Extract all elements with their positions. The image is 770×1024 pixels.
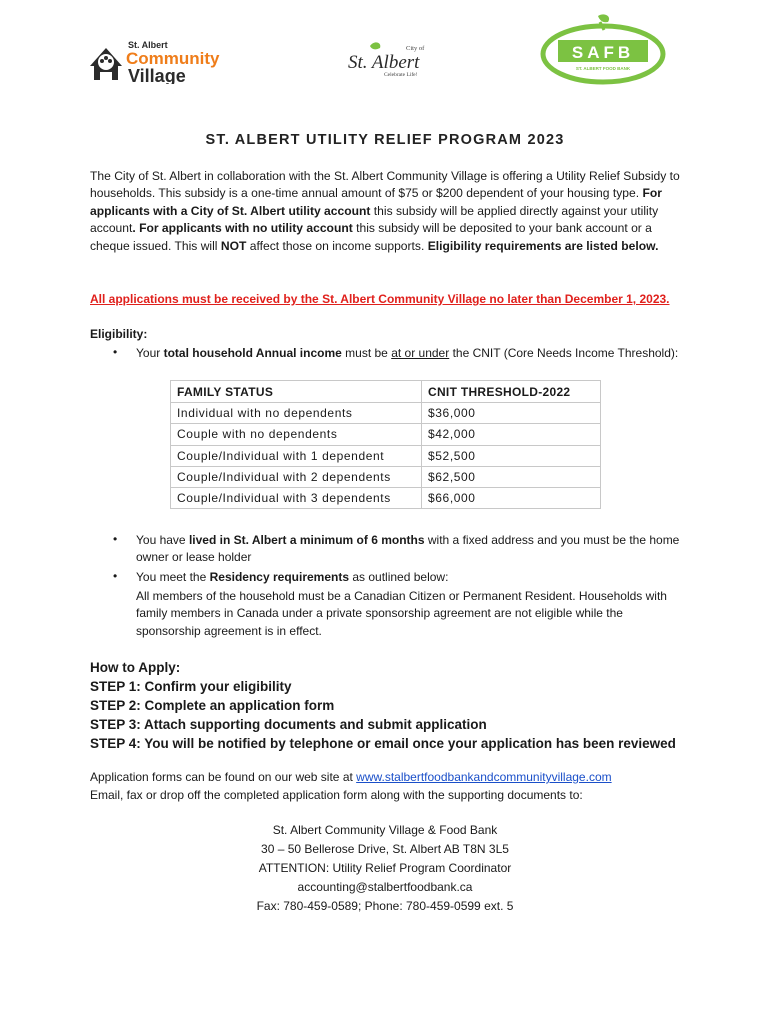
- leaf-icon: [370, 42, 380, 49]
- logo-city-small: City of: [406, 45, 425, 52]
- deadline-notice: All applications must be received by the St. Albert Community Village no later than December 1, 2023.: [90, 292, 670, 306]
- address-email: accounting@stalbertfoodbank.ca: [297, 880, 473, 894]
- bullet: •: [113, 345, 118, 359]
- city-of-st-albert-logo: [344, 40, 440, 80]
- submission-instructions: Email, fax or drop off the completed application form along with the supporting documents to:: [90, 788, 583, 802]
- table-header: CNIT THRESHOLD-2022: [422, 381, 601, 403]
- apple-leaf-icon: [598, 14, 609, 22]
- intro-text-4: affect those on income supports.: [246, 238, 428, 253]
- eligibility-heading: Eligibility:: [90, 327, 148, 341]
- residence-requirement: You have lived in St. Albert a minimum of 6 months with a fixed address and you must be the home owner or lease holder: [136, 533, 680, 565]
- logo-safb-sub: ST. ALBERT FOOD BANK: [575, 66, 631, 71]
- house-icon: [90, 48, 122, 80]
- how-to-apply: [90, 658, 676, 753]
- intro-bold-3: NOT: [220, 238, 247, 253]
- logo-csv-line2: Community: [126, 49, 220, 68]
- logo-csv-line3: Village: [128, 66, 186, 84]
- intro-paragraph: [90, 168, 690, 255]
- table-row: Individual with no dependents $36,000: [171, 403, 601, 424]
- community-village-logo: [88, 36, 230, 84]
- address-line: 30 – 50 Bellerose Drive, St. Albert AB T8N 3L5: [261, 842, 509, 856]
- logo-safb-name: SAFB: [571, 43, 635, 62]
- income-requirement: Your total household Annual income must be at or under the CNIT (Core Needs Income Threshold):: [136, 346, 679, 360]
- step-4: STEP 4: You will be notified by telephone or email once your application has been reviewed: [90, 736, 676, 751]
- address-contact: Fax: 780-459-0589; Phone: 780-459-0599 ext. 5: [256, 899, 514, 913]
- intro-bold-2: . For applicants with no utility account: [132, 221, 353, 236]
- table-header-row: [171, 381, 601, 403]
- step-2: STEP 2: Complete an application form: [90, 698, 335, 713]
- intro-bold-1: For applicants with a City of St. Albert utility account: [90, 186, 662, 218]
- table-row: Couple/Individual with 1 dependent $52,500: [171, 445, 601, 466]
- intro-text-1: The City of St. Albert in collaboration with the St. Albert Community Village is offering a Utility Relief Subsidy to households. This subsidy is a one-time annual amount of $75 or $200 dependent of your housing type.: [90, 169, 680, 201]
- step-1: STEP 1: Confirm your eligibility: [90, 679, 292, 694]
- intro-text-2: this subsidy will be applied directly against your utility account: [90, 203, 659, 236]
- bullet: •: [113, 569, 118, 583]
- bullet: •: [113, 532, 118, 546]
- logo-city-name: St. Albert: [348, 52, 420, 73]
- table-header: FAMILY STATUS: [171, 381, 422, 403]
- address-line: ATTENTION: Utility Relief Program Coordinator: [258, 861, 512, 875]
- intro-text-3: this subsidy will be deposited to your bank account or a cheque issued. This will: [90, 221, 652, 253]
- safb-logo: [538, 14, 668, 86]
- website-link[interactable]: www.stalbertfoodbankandcommunityvillage.com: [356, 770, 612, 784]
- table-row: Couple/Individual with 3 dependents $66,000: [171, 488, 601, 509]
- logo-csv-line1: St. Albert: [128, 40, 168, 50]
- residency-details: All members of the household must be a Canadian Citizen or Permanent Resident. Households with family members in Canada under a private sponsorship agreement are not eligible while the sponsorship agreement is in effect.: [136, 589, 667, 638]
- residency-requirement: You meet the Residency requirements as outlined below:: [136, 570, 449, 584]
- logo-city-tagline: Celebrate Life!: [384, 72, 418, 78]
- mailing-address: [0, 821, 770, 916]
- cnit-table: [170, 380, 601, 509]
- address-line: St. Albert Community Village & Food Bank: [272, 823, 498, 837]
- how-to-apply-heading: How to Apply:: [90, 660, 181, 675]
- table-row: Couple with no dependents $42,000: [171, 424, 601, 445]
- page-title: ST. ALBERT UTILITY RELIEF PROGRAM 2023: [205, 132, 565, 148]
- step-3: STEP 3: Attach supporting documents and submit application: [90, 717, 487, 732]
- application-info: Application forms can be found on our web site at www.stalbertfoodbankandcommunityvillage.com Email, fax or drop off the completed application form along with the supporting documents to:: [90, 770, 612, 802]
- table-row: Couple/Individual with 2 dependents $62,500: [171, 466, 601, 487]
- intro-bold-4: Eligibility requirements are listed below.: [427, 238, 659, 253]
